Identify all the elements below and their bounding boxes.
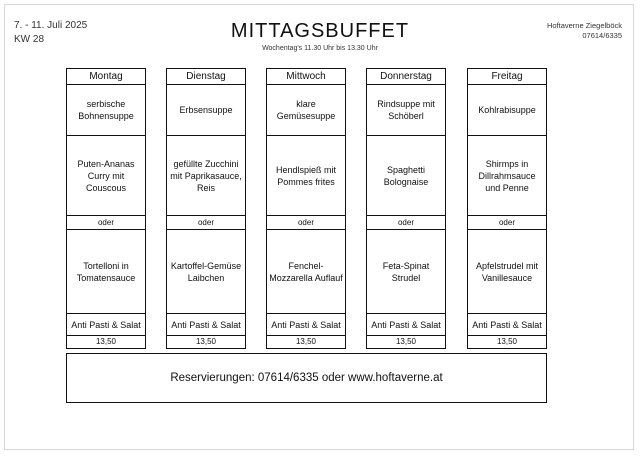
soup-cell: serbische Bohnensuppe [67,85,145,136]
salad-cell: Anti Pasti & Salat [167,314,245,336]
alternative-dish-cell: Feta-Spinat Strudel [367,230,445,314]
oder-divider: oder [167,216,245,230]
day-column-dienstag [166,68,246,349]
page-title: MITTAGSBUFFET [230,20,410,42]
oder-divider: oder [468,216,546,230]
soup-cell: klare Gemüsesuppe [267,85,345,136]
salad-cell: Anti Pasti & Salat [367,314,445,336]
day-column-mittwoch [266,68,346,349]
restaurant-phone: 07614/6335 [582,31,622,40]
main-dish-cell: gefüllte Zucchini mit Paprikasauce, Reis [167,136,245,216]
day-column-donnerstag [366,68,446,349]
reservation-text: Reservierungen: 07614/6335 oder www.hoftaverne.at [170,372,443,384]
main-dish-cell: Spaghetti Bolognaise [367,136,445,216]
main-dish-cell: Puten-Ananas Curry mit Couscous [67,136,145,216]
day-header: Freitag [468,69,546,85]
alternative-dish-cell: Fenchel-Mozzarella Auflauf [267,230,345,314]
day-header: Montag [67,69,145,85]
date-range: 7. - 11. Juli 2025 [14,20,88,31]
salad-cell: Anti Pasti & Salat [67,314,145,336]
day-column-freitag [467,68,547,349]
reservation-box [66,353,547,403]
price-cell: 13,50 [395,337,417,346]
oder-divider: oder [267,216,345,230]
price-cell: 13,50 [295,337,317,346]
price-cell: 13,50 [496,337,518,346]
soup-cell: Erbsensuppe [167,85,245,136]
service-hours: Wochentag's 11.30 Uhr bis 13.30 Uhr [262,45,378,52]
soup-cell: Rindsuppe mit Schöberl [367,85,445,136]
day-header: Dienstag [167,69,245,85]
oder-divider: oder [367,216,445,230]
salad-cell: Anti Pasti & Salat [267,314,345,336]
oder-divider: oder [67,216,145,230]
main-dish-cell: Hendlspieß mit Pommes frites [267,136,345,216]
main-dish-cell: Shirmps in Dillrahmsauce und Penne [468,136,546,216]
alternative-dish-cell: Kartoffel-Gemüse Laibchen [167,230,245,314]
alternative-dish-cell: Tortelloni in Tomatensauce [67,230,145,314]
calendar-week: KW 28 [14,34,45,45]
restaurant-name: Hoftaverne Ziegelböck [546,21,622,30]
price-cell: 13,50 [195,337,217,346]
alternative-dish-cell: Apfelstrudel mit Vanillesauce [468,230,546,314]
day-header: Donnerstag [367,69,445,85]
day-column-montag [66,68,146,349]
soup-cell: Kohlrabisuppe [468,85,546,136]
salad-cell: Anti Pasti & Salat [468,314,546,336]
day-header: Mittwoch [267,69,345,85]
restaurant-info [547,21,622,41]
price-cell: 13,50 [95,337,117,346]
